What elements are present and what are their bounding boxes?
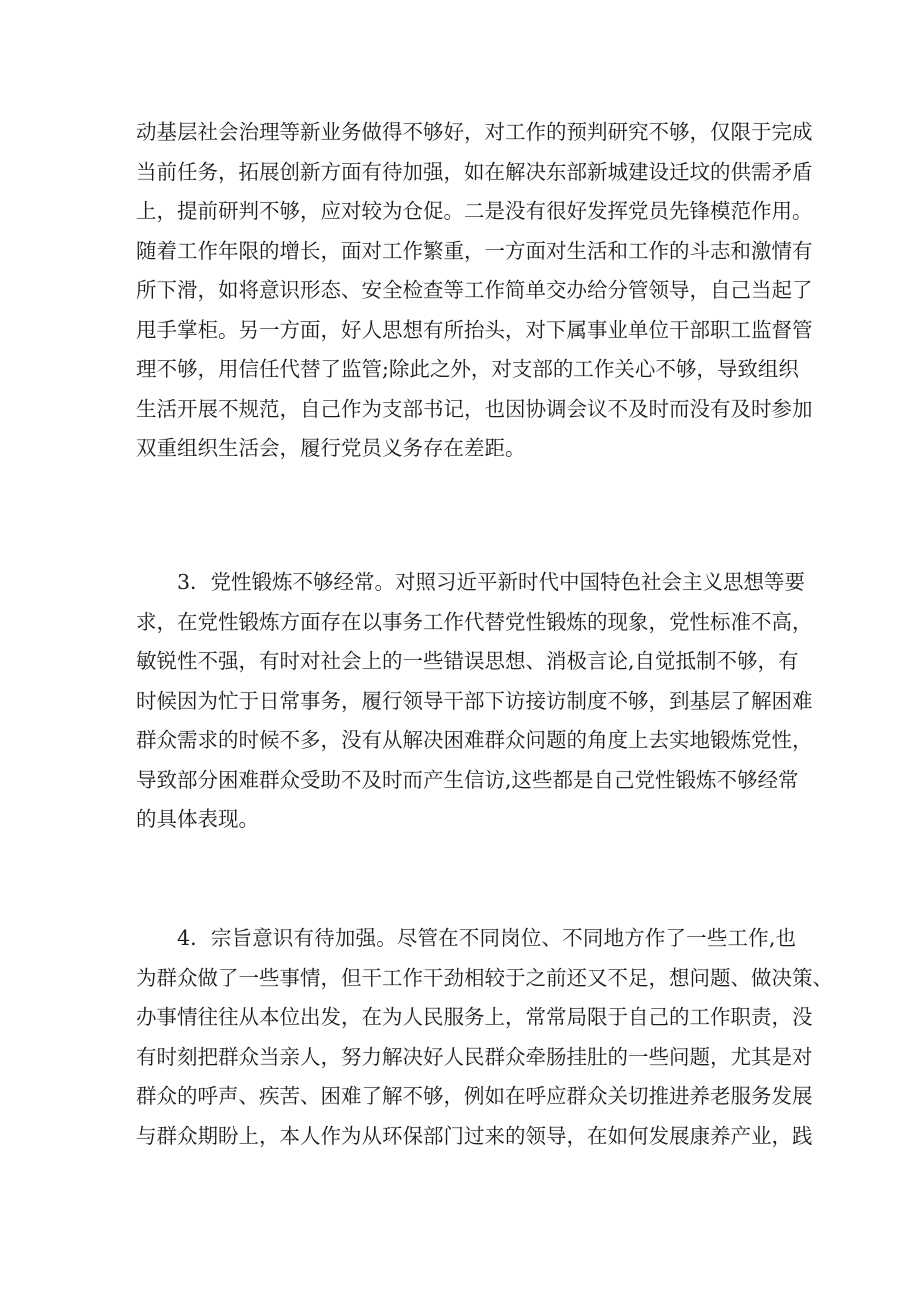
- text-line: 群众的呼声、疾苦、困难了解不够，例如在呼应群众关切推进养老服务发展: [136, 1084, 813, 1108]
- paragraph-purpose-awareness: [136, 919, 833, 1156]
- text-line: 群众需求的时候不多，没有从解决困难群众问题的角度上去实地锻炼党性，: [136, 728, 813, 752]
- text-line: 当前任务，拓展创新方面有待加强，如在解决东部新城建设迁坟的供需矛盾: [136, 159, 813, 184]
- text-line: 理不够，用信任代替了监管;除此之外，对支部的工作关心不够，导致组织: [136, 357, 799, 381]
- paragraph-party-spirit: [136, 563, 813, 840]
- text-line: 动基层社会治理等新业务做得不够好，对工作的预判研究不够，仅限于完成: [136, 120, 813, 144]
- text-line: 双重组织生活会，履行党员义务存在差距。: [136, 436, 526, 460]
- text-line: 与群众期盼上，本人作为从环保部门过来的领导，在如何发展康养产业，践: [136, 1123, 813, 1148]
- text-line: 敏锐性不强，有时对社会上的一些错误思想、消极言论,自觉抵制不够，有: [136, 649, 799, 673]
- text-line: 时候因为忙于日常事务，履行领导干部下访接访制度不够，到基层了解困难: [136, 688, 813, 713]
- text-line: 的具体表现。: [136, 807, 259, 831]
- text-line: 4．宗旨意识有待加强。尽管在不同岗位、不同地方作了一些工作,也: [177, 926, 796, 950]
- text-line: 甩手掌柜。另一方面，好人思想有所抬头，对下属事业单位干部职工监督管: [136, 317, 813, 342]
- text-line: 3．党性锻炼不够经常。对照习近平新时代中国特色社会主义思想等要: [177, 570, 806, 594]
- text-line: 办事情往往从本位出发，在为人民服务上，常常局限于自己的工作职责，没: [136, 1005, 813, 1029]
- text-line: 求，在党性锻炼方面存在以事务工作代替党性锻炼的现象，党性标准不高，: [136, 609, 813, 634]
- text-line: 为群众做了一些事情，但干工作干劲相较于之前还又不足，想问题、做决策、: [136, 965, 833, 990]
- text-line: 上，提前研判不够，应对较为仓促。二是没有很好发挥党员先锋模范作用。: [136, 199, 813, 223]
- text-line: 有时刻把群众当亲人，努力解决好人民群众牵肠挂肚的一些问题，尤其是对: [136, 1044, 813, 1069]
- text-line: 生活开展不规范，自己作为支部书记，也因协调会议不及时而没有及时参加: [136, 396, 813, 421]
- text-line: 导致部分困难群众受助不及时而产生信访,这些都是自己党性锻炼不够经常: [136, 767, 799, 792]
- paragraph-continued: [136, 113, 813, 469]
- text-line: 所下滑，如将意识形态、安全检查等工作简单交办给分管领导，自己当起了: [136, 278, 813, 302]
- text-line: 随着工作年限的增长，面对工作繁重，一方面对生活和工作的斗志和激情有: [136, 238, 813, 263]
